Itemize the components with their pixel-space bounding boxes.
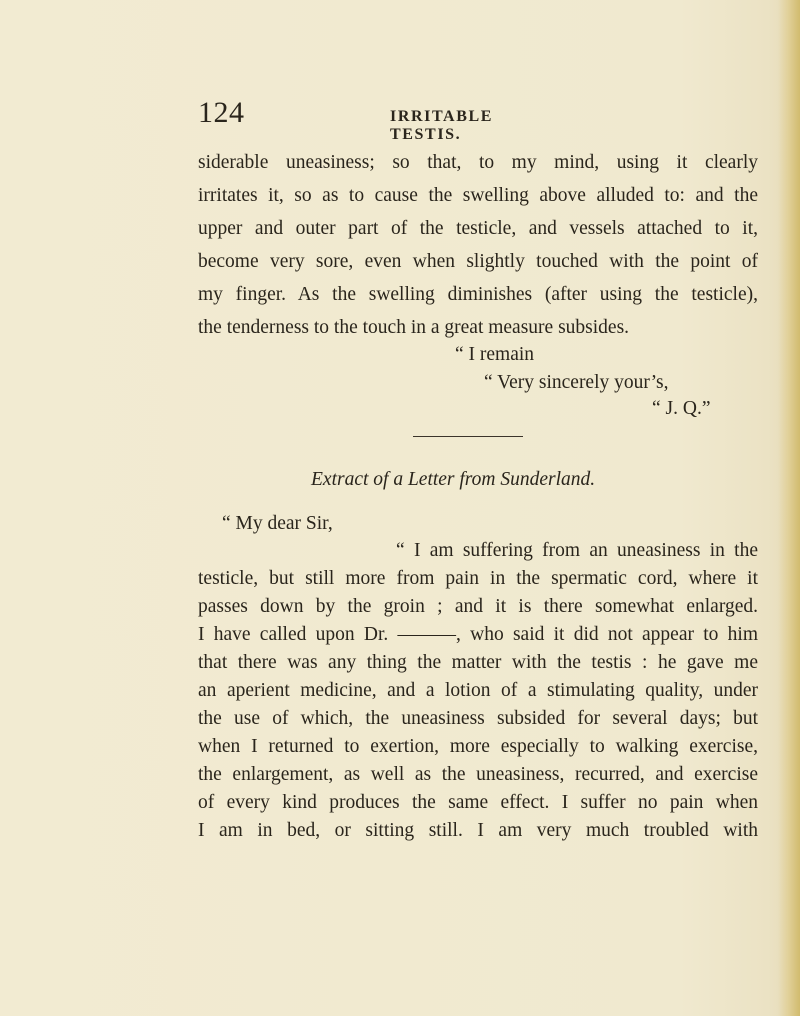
text-line: siderable uneasiness; so that, to my mind, using it clearly [198,152,758,173]
text-line: “ I am suffering from an uneasiness in the [396,540,758,561]
text-line: I am in bed, or sitting still. I am very much troubled with [198,820,758,841]
text-line: testicle, but still more from pain in the spermatic cord, where it [198,568,758,589]
closing-initials: “ J. Q.” [652,398,711,419]
closing-sincerely: “ Very sincerely your’s, [484,372,669,393]
running-head: IRRITABLE TESTIS. [390,108,494,143]
text-line: upper and outer part of the testicle, and vessels attached to it, [198,218,758,239]
text-line: the tenderness to the touch in a great measure subsides. [198,317,630,338]
text-line: the use of which, the uneasiness subsided for several days; but [198,708,758,729]
text-line: the enlargement, as well as the uneasiness, recurred, and exercise [198,764,758,785]
text-line: irritates it, so as to cause the swelling above alluded to: and the [198,185,758,206]
closing-remain: “ I remain [455,344,535,365]
text-line: become very sore, even when slightly touched with the point of [198,251,758,272]
text-line: my finger. As the swelling diminishes (after using the testicle), [198,284,758,305]
page-header [198,96,558,143]
text-line: that there was any thing the matter with the testis : he gave me [198,652,758,673]
page-number: 124 [198,96,245,129]
text-line: I have called upon Dr. ———, who said it did not appear to him [198,624,758,645]
text-line: passes down by the groin ; and it is there somewhat enlarged. [198,596,758,617]
page-edge-stain [778,0,800,1016]
text-line: an aperient medicine, and a lotion of a stimulating quality, under [198,680,758,701]
text-line: of every kind produces the same effect. I suffer no pain when [198,792,758,813]
section-heading: Extract of a Letter from Sunderland. [311,469,596,490]
text-line: when I returned to exertion, more especially to walking exercise, [198,736,758,757]
section-divider [413,436,523,437]
salutation: “ My dear Sir, [222,513,333,534]
